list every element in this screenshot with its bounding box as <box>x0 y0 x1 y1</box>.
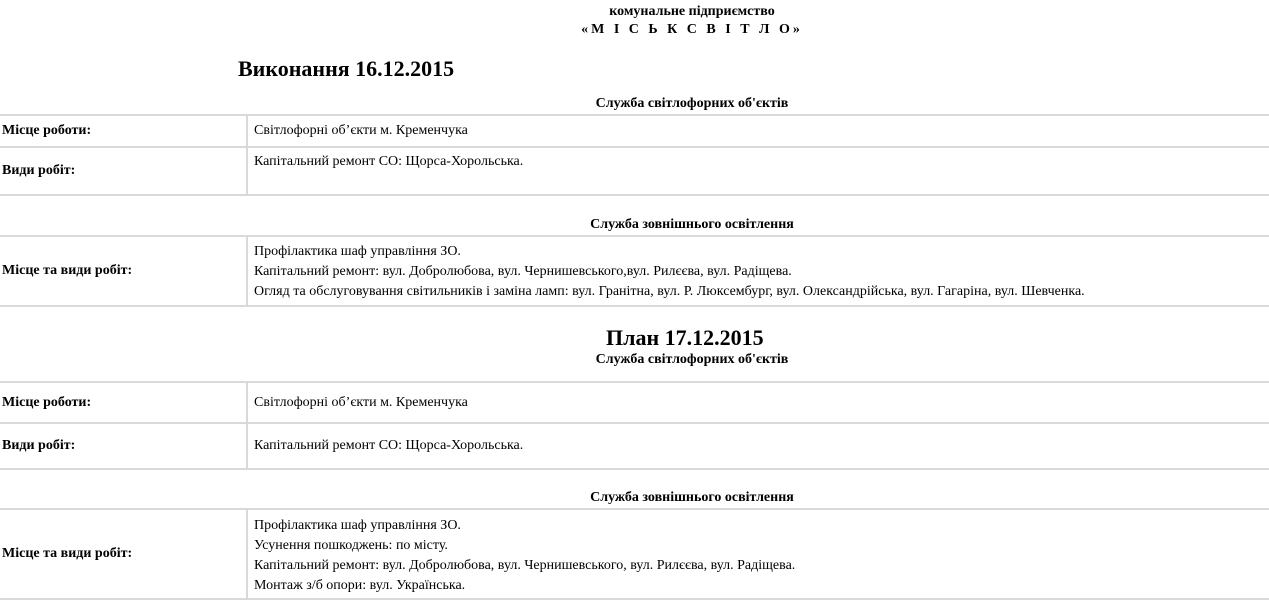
work-line: Профілактика шаф управління ЗО. <box>254 518 461 533</box>
service-title-traffic-lights: Служба світлофорних об'єктів <box>595 352 789 367</box>
row-label: Види робіт: <box>2 163 76 178</box>
row-value: Капітальний ремонт СО: Щорса-Хорольська. <box>254 438 524 453</box>
row-place-and-works <box>0 235 1269 307</box>
row-label: Місце та види робіт: <box>2 263 133 278</box>
work-line: Капітальний ремонт: вул. Добролюбова, вул. Чернишевського, вул. Рилєєва, вул. Радіщева. <box>254 558 796 573</box>
execution-title: Виконання 16.12.2015 <box>238 56 455 81</box>
column-divider <box>246 383 248 422</box>
work-line: Усунення пошкоджень: по місту. <box>254 538 448 553</box>
work-line: Капітальний ремонт: вул. Добролюбова, вул. Чернишевського,вул. Рилєєва, вул. Радіщева. <box>254 264 792 279</box>
column-divider <box>246 237 248 305</box>
row-value: Світлофорні об’єкти м. Кременчука <box>254 123 468 138</box>
column-divider <box>246 424 248 468</box>
row-value-lines <box>254 516 1265 596</box>
plan-title: План 17.12.2015 <box>606 325 764 350</box>
row-value: Капітальний ремонт СО: Щорса-Хорольська. <box>254 154 524 169</box>
row-work-place <box>0 114 1269 148</box>
work-line: Огляд та обслуговування світильників і заміна ламп: вул. Гранітна, вул. Р. Люксембург, вул. Олександрійська, вул. Гагаріна, вул. Шевченка. <box>254 284 1085 299</box>
column-divider <box>246 148 248 194</box>
org-header <box>0 3 1269 39</box>
work-line: Профілактика шаф управління ЗО. <box>254 244 461 259</box>
service-title-outdoor-lighting: Служба зовнішнього освітлення <box>590 217 794 232</box>
row-work-types <box>0 146 1269 196</box>
work-line: Монтаж з/б опори: вул. Українська. <box>254 578 466 593</box>
row-value-lines <box>254 242 1265 302</box>
org-type: комунальне підприємство <box>609 4 775 19</box>
row-value: Світлофорні об’єкти м. Кременчука <box>254 394 468 410</box>
row-work-place <box>0 381 1269 424</box>
row-label: Місце роботи: <box>2 123 92 138</box>
column-divider <box>246 116 248 146</box>
row-label: Місце роботи: <box>2 394 92 410</box>
org-name: «М І С Ь К С В І Т Л О» <box>581 22 803 37</box>
row-work-types <box>0 422 1269 470</box>
service-title-outdoor-lighting: Служба зовнішнього освітлення <box>590 490 794 505</box>
column-divider <box>246 510 248 598</box>
row-label: Види робіт: <box>2 438 76 453</box>
row-place-and-works <box>0 508 1269 600</box>
service-title-traffic-lights: Служба світлофорних об'єктів <box>595 96 789 111</box>
row-label: Місце та види робіт: <box>2 546 133 561</box>
